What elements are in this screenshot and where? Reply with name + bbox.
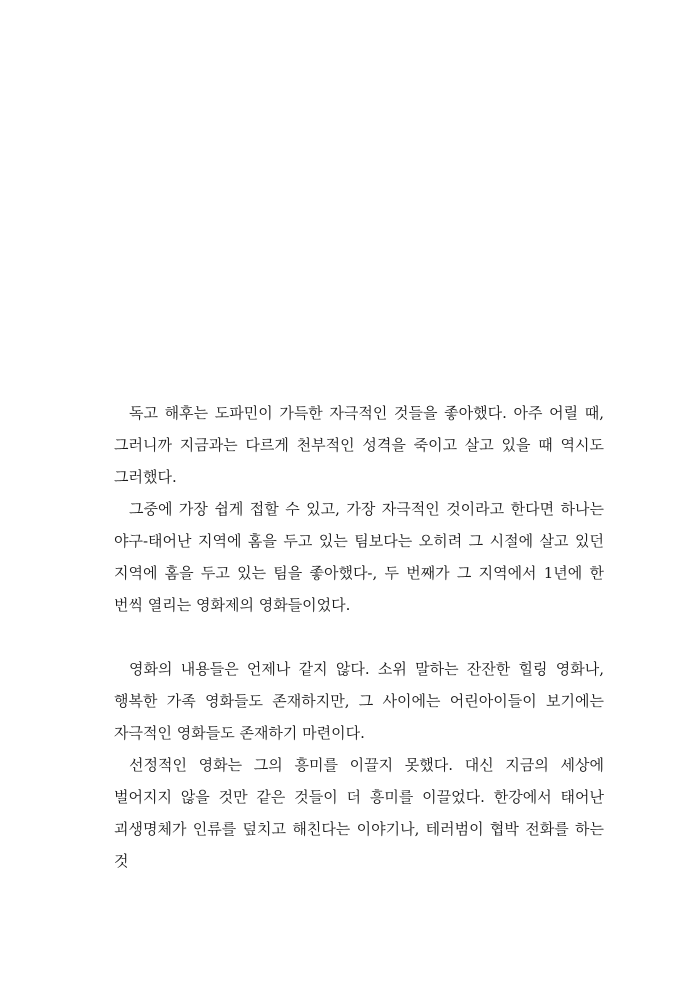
- paragraph: 영화의 내용들은 언제나 같지 않다. 소위 말하는 잔잔한 힐링 영화나, 행복한 가족 영화들도 존재하지만, 그 사이에는 어린아이들이 보기에는 자극적인 영화들도 존재하기 마련이다.: [114, 660, 604, 742]
- paragraph: 선정적인 영화는 그의 흥미를 이끌지 못했다. 대신 지금의 세상에 벌어지지 않을 것만 같은 것들이 더 흥미를 이끌었다. 한강에서 태어난 괴생명체가 인류를 덮치고 해친다는 이야기나, 테러범이 협박 전화를 하는 것: [114, 756, 604, 870]
- paragraph: 독고 해후는 도파민이 가득한 자극적인 것들을 좋아했다. 아주 어릴 때, 그러니까 지금과는 다르게 천부적인 성격을 죽이고 살고 있을 때 역시도 그러했다.: [114, 404, 604, 486]
- paragraph-gap: [114, 621, 604, 653]
- paragraph: 그중에 가장 쉽게 접할 수 있고, 가장 자극적인 것이라고 한다면 하나는 야구-태어난 지역에 홈을 두고 있는 팀보다는 오히려 그 시절에 살고 있던 지역에 홈을 두고 있는 팀을 좋아했다-, 두 번째가 그 지역에서 1년에 한 번씩 열리는 영화제의 영화들이었다.: [114, 500, 604, 614]
- body-text: [114, 397, 604, 877]
